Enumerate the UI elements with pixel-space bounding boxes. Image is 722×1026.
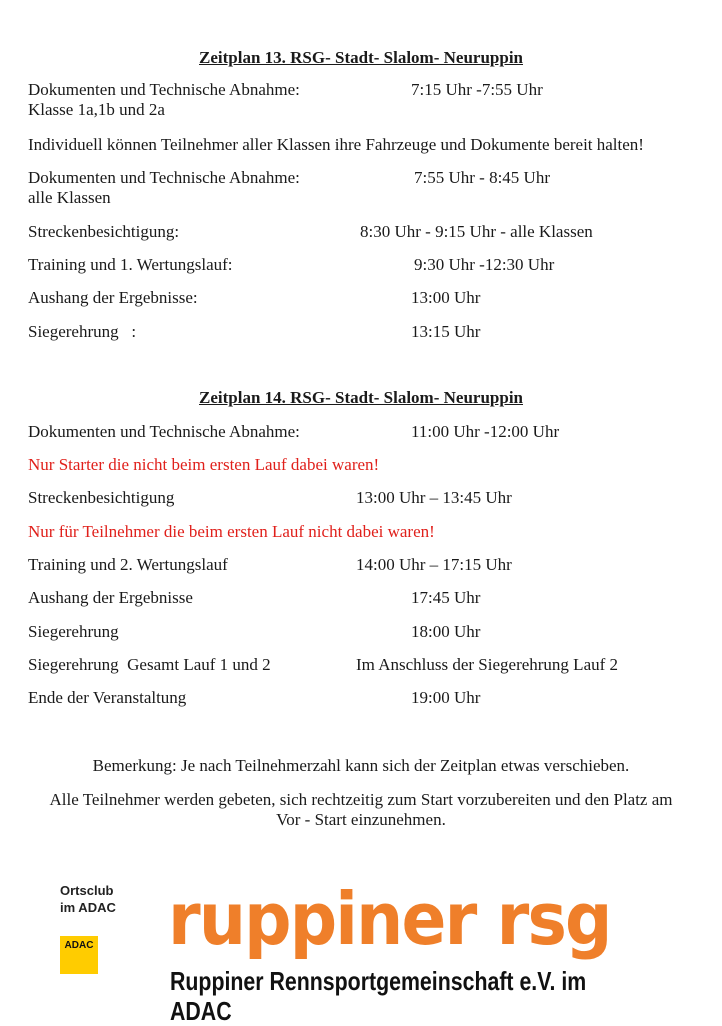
plan1-title: Zeitplan 13. RSG- Stadt- Slalom- Neuruppin — [199, 48, 523, 67]
plan1-row7-label: Siegerehrung : — [28, 322, 137, 341]
plan2-row8-label: Siegerehrung Gesamt Lauf 1 und 2 — [28, 655, 271, 674]
plan2-row8-time: Im Anschluss der Siegerehrung Lauf 2 — [356, 655, 619, 674]
plan1-row3-label2: alle Klassen — [28, 188, 111, 207]
remark-line1: Bemerkung: Je nach Teilnehmerzahl kann sich der Zeitplan etwas verschieben. — [92, 756, 630, 775]
plan2-title: Zeitplan 14. RSG- Stadt- Slalom- Neuruppin — [199, 388, 523, 407]
plan1-row1-label: Dokumenten und Technische Abnahme: — [28, 80, 300, 99]
plan2-row6-label: Aushang der Ergebnisse — [28, 588, 193, 607]
ruppiner-rsg-logo: ruppiner rsg — [168, 877, 611, 961]
plan2-row7-label: Siegerehrung — [28, 622, 119, 641]
plan1-row6-label: Aushang der Ergebnisse: — [28, 288, 198, 307]
ortsclub-label — [60, 882, 116, 916]
plan2-row5-time: 14:00 Uhr – 17:15 Uhr — [356, 555, 512, 574]
plan2-row9-time: 19:00 Uhr — [411, 688, 481, 707]
plan1-row5-time: 9:30 Uhr -12:30 Uhr — [414, 255, 555, 274]
remark-line2: Alle Teilnehmer werden gebeten, sich rechtzeitig zum Start vorzubereiten und den Platz am — [49, 790, 673, 809]
plan2-row9-label: Ende der Veranstaltung — [28, 688, 187, 707]
plan2-row1-label: Dokumenten und Technische Abnahme: — [28, 422, 300, 441]
plan2-note2: Nur für Teilnehmer die beim ersten Lauf nicht dabei waren! — [28, 522, 435, 541]
plan1-row1-time: 7:15 Uhr -7:55 Uhr — [411, 80, 543, 99]
plan1-row5-label: Training und 1. Wertungslauf: — [28, 255, 233, 274]
plan1-row4-time: 8:30 Uhr - 9:15 Uhr - alle Klassen — [360, 222, 593, 241]
plan2-row7-time: 18:00 Uhr — [411, 622, 481, 641]
ortsclub-line2: im ADAC — [60, 900, 116, 915]
ortsclub-line1: Ortsclub — [60, 883, 114, 898]
plan1-row7-time: 13:15 Uhr — [411, 322, 481, 341]
plan2-row5-label: Training und 2. Wertungslauf — [28, 555, 228, 574]
plan1-note: Individuell können Teilnehmer aller Klassen ihre Fahrzeuge und Dokumente bereit halten! — [28, 135, 644, 154]
club-subtitle: Ruppiner Rennsportgemeinschaft e.V. im ADAC — [170, 966, 587, 1026]
plan2-row6-time: 17:45 Uhr — [411, 588, 481, 607]
plan1-row3-label: Dokumenten und Technische Abnahme: — [28, 168, 300, 187]
plan1-row1-label2: Klasse 1a,1b und 2a — [28, 100, 165, 119]
plan1-row4-label: Streckenbesichtigung: — [28, 222, 180, 241]
plan2-row1-time: 11:00 Uhr -12:00 Uhr — [411, 422, 560, 441]
adac-logo: ADAC — [60, 936, 98, 974]
remark-line3: Vor - Start einzunehmen. — [276, 810, 446, 829]
plan1-row6-time: 13:00 Uhr — [411, 288, 481, 307]
plan2-note1: Nur Starter die nicht beim ersten Lauf dabei waren! — [28, 455, 380, 474]
plan2-row3-time: 13:00 Uhr – 13:45 Uhr — [356, 488, 512, 507]
plan2-row3-label: Streckenbesichtigung — [28, 488, 175, 507]
plan1-row3-time: 7:55 Uhr - 8:45 Uhr — [414, 168, 550, 187]
